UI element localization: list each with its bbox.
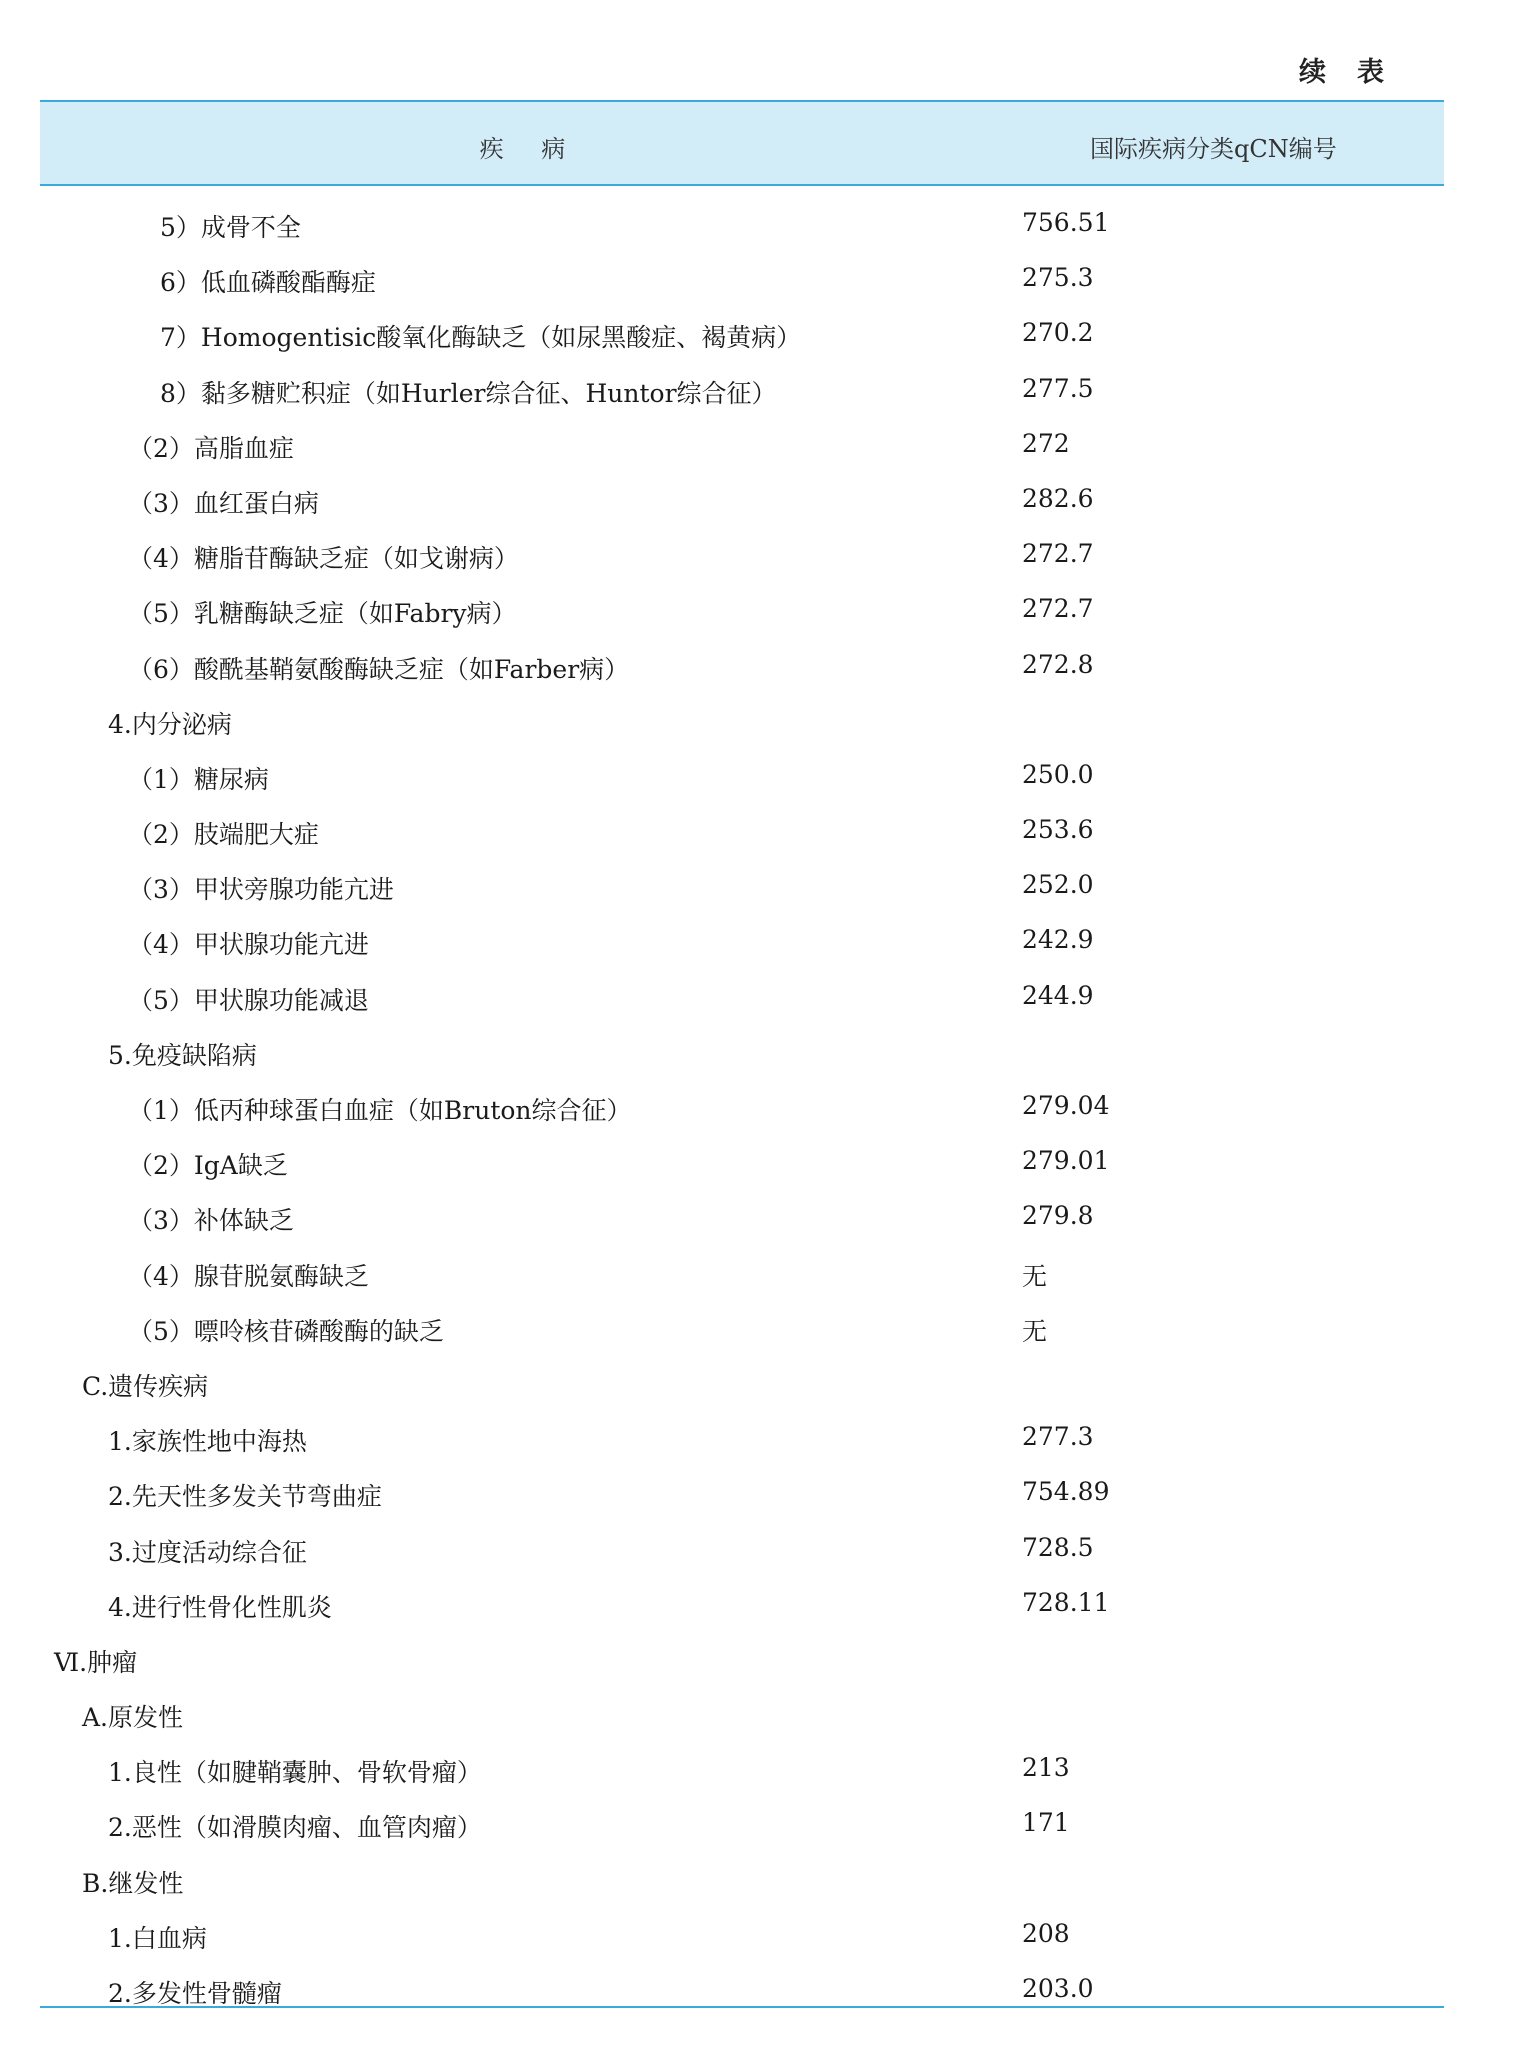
disease-name: 7）Homogentisic酸氧化酶缺乏（如尿黑酸症、褐黄病） <box>160 323 802 353</box>
table-row <box>40 969 1444 1024</box>
disease-name: 4.进行性骨化性肌炎 <box>108 1592 332 1622</box>
disease-code-table <box>40 100 1444 2017</box>
disease-name: A.原发性 <box>82 1703 184 1733</box>
disease-name: （2）高脂血症 <box>128 433 294 463</box>
disease-name: C.遗传疾病 <box>82 1371 209 1401</box>
table-row <box>40 1686 1444 1741</box>
table-row <box>40 693 1444 748</box>
table-row <box>40 1796 1444 1851</box>
disease-name: 1.白血病 <box>108 1923 207 1953</box>
table-row <box>40 306 1444 361</box>
icd-code: 277.3 <box>1022 1422 1094 1452</box>
table-row <box>40 1189 1444 1244</box>
icd-code: 272.7 <box>1022 539 1094 569</box>
continued-table-label: 续 表 <box>1299 57 1386 88</box>
icd-code: 270.2 <box>1022 318 1094 348</box>
table-row <box>40 1962 1444 2017</box>
table-row <box>40 1576 1444 1631</box>
table-row <box>40 417 1444 472</box>
column-header-code: 国际疾病分类qCN编号 <box>1090 135 1337 163</box>
disease-name: 1.良性（如腱鞘囊肿、骨软骨瘤） <box>108 1758 482 1788</box>
icd-code: 无 <box>1022 1261 1048 1291</box>
table-row <box>40 1410 1444 1465</box>
table-body <box>40 186 1444 2017</box>
disease-name: 5）成骨不全 <box>160 213 301 242</box>
icd-code: 279.04 <box>1022 1091 1110 1120</box>
icd-code: 171 <box>1022 1808 1070 1838</box>
icd-code: 208 <box>1022 1918 1070 1948</box>
disease-name: （5）甲状腺功能减退 <box>128 985 369 1015</box>
table-row <box>40 251 1444 306</box>
disease-name: 2.多发性骨髓瘤 <box>108 1979 282 2008</box>
table-row <box>40 748 1444 803</box>
icd-code: 279.01 <box>1022 1146 1110 1176</box>
disease-name: 2.恶性（如滑膜肉瘤、血管肉瘤） <box>108 1813 482 1843</box>
table-row <box>40 1741 1444 1796</box>
icd-code: 282.6 <box>1022 483 1094 513</box>
table-row <box>40 638 1444 693</box>
disease-name: （1）低丙种球蛋白血症（如Bruton综合征） <box>128 1096 632 1125</box>
icd-code: 244.9 <box>1022 980 1094 1010</box>
disease-name: （1）糖尿病 <box>128 764 269 794</box>
disease-name: （3）补体缺乏 <box>128 1206 294 1236</box>
table-bottom-rule <box>40 2006 1444 2008</box>
table-row <box>40 1907 1444 1962</box>
disease-name: （5）嘌呤核苷磷酸酶的缺乏 <box>128 1316 444 1346</box>
table-row <box>40 1852 1444 1907</box>
icd-code: 250.0 <box>1022 759 1094 789</box>
disease-name: 3.过度活动综合征 <box>108 1537 307 1567</box>
table-row <box>40 1355 1444 1410</box>
icd-code: 272.7 <box>1022 594 1094 624</box>
table-row <box>40 527 1444 582</box>
disease-name: （5）乳糖酶缺乏症（如Fabry病） <box>128 599 517 629</box>
column-header-disease: 疾 病 <box>479 135 566 163</box>
disease-name: 4.内分泌病 <box>108 709 232 739</box>
icd-code: 275.3 <box>1022 263 1094 293</box>
icd-code: 756.51 <box>1022 208 1110 237</box>
disease-name: 2.先天性多发关节弯曲症 <box>108 1482 382 1512</box>
disease-name: B.继发性 <box>82 1868 184 1898</box>
table-row <box>40 1134 1444 1189</box>
table-row <box>40 1465 1444 1520</box>
icd-code: 279.8 <box>1022 1201 1094 1231</box>
icd-code: 277.5 <box>1022 373 1094 403</box>
table-row <box>40 1631 1444 1686</box>
disease-name: Ⅵ.肿瘤 <box>54 1647 138 1677</box>
icd-code: 无 <box>1022 1316 1048 1346</box>
disease-name: （2）IgA缺乏 <box>128 1151 288 1181</box>
icd-code: 272 <box>1022 428 1070 458</box>
icd-code: 728.11 <box>1022 1587 1110 1617</box>
disease-name: 8）黏多糖贮积症（如Hurler综合征、Huntor综合征） <box>160 378 777 408</box>
table-header <box>40 100 1444 186</box>
table-row <box>40 913 1444 968</box>
icd-code: 252.0 <box>1022 870 1094 900</box>
disease-name: 1.家族性地中海热 <box>108 1427 307 1457</box>
table-row <box>40 1079 1444 1134</box>
icd-code: 272.8 <box>1022 649 1094 679</box>
icd-code: 203.0 <box>1022 1974 1094 2003</box>
icd-code: 213 <box>1022 1753 1070 1783</box>
table-row <box>40 1245 1444 1300</box>
table-row <box>40 472 1444 527</box>
disease-name: 5.免疫缺陷病 <box>108 1040 257 1070</box>
disease-name: （6）酸酰基鞘氨酸酶缺乏症（如Farber病） <box>128 654 630 684</box>
table-row <box>40 1024 1444 1079</box>
disease-name: （3）血红蛋白病 <box>128 488 319 518</box>
icd-code: 253.6 <box>1022 815 1094 845</box>
table-row <box>40 1300 1444 1355</box>
table-row <box>40 582 1444 637</box>
icd-code: 242.9 <box>1022 925 1094 955</box>
disease-name: 6）低血磷酸酯酶症 <box>160 268 376 298</box>
table-row <box>40 803 1444 858</box>
icd-code: 728.5 <box>1022 1532 1094 1562</box>
icd-code: 754.89 <box>1022 1477 1110 1507</box>
disease-name: （4）甲状腺功能亢进 <box>128 930 369 960</box>
disease-name: （4）糖脂苷酶缺乏症（如戈谢病） <box>128 544 519 574</box>
disease-name: （4）腺苷脱氨酶缺乏 <box>128 1261 369 1291</box>
table-row <box>40 362 1444 417</box>
table-row <box>40 1521 1444 1576</box>
table-row <box>40 196 1444 251</box>
disease-name: （2）肢端肥大症 <box>128 820 319 850</box>
table-row <box>40 858 1444 913</box>
disease-name: （3）甲状旁腺功能亢进 <box>128 875 394 905</box>
